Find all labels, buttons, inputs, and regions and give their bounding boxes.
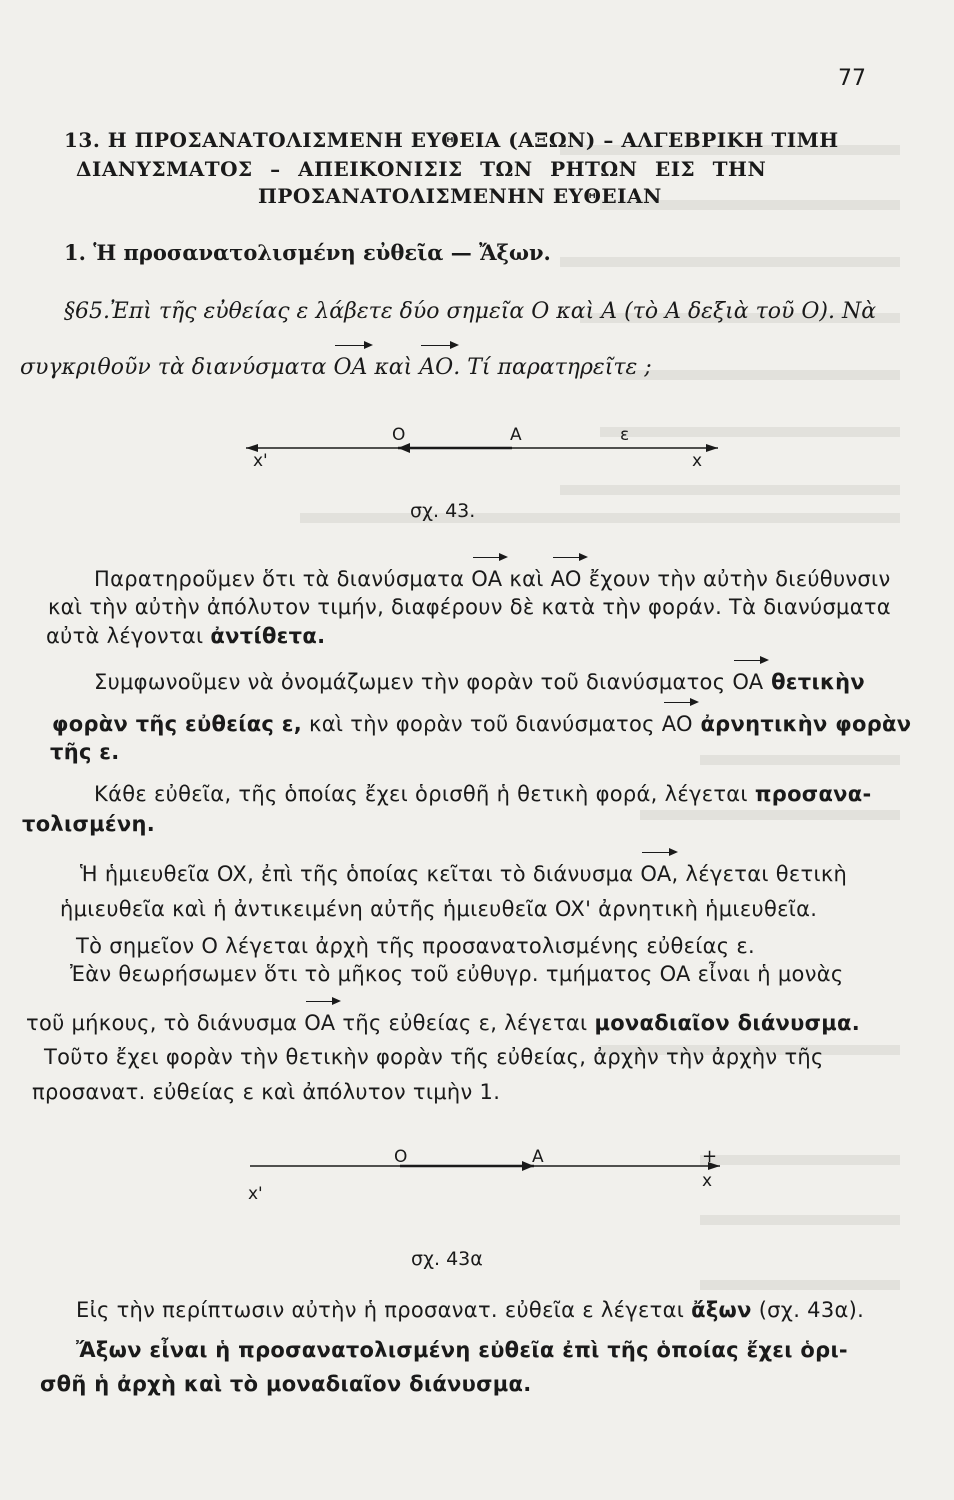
figure-43-line-label: ε: [620, 425, 630, 445]
term-positive-direction: φορὰν τῆς εὐθείας ε,: [52, 712, 303, 736]
exercise-line-1: §65.Ἐπὶ τῆς εὐθείας ε λάβετε δύο σημεῖα O καὶ A (τὸ A δεξιὰ τοῦ O). Νὰ: [64, 299, 877, 324]
figure-43a-right-end-label: x: [702, 1171, 713, 1191]
paragraph-text: Παρατηροῦμεν ὅτι τὰ διανύσματα: [94, 567, 472, 591]
paragraph-text: (σχ. 43α).: [751, 1298, 865, 1322]
subsection-title: 1. Ἡ προσανατολισμένη εὐθεῖα — Ἄξων.: [64, 240, 551, 265]
paragraph-4-line-2: ἡμιευθεῖα καὶ ἡ ἀντικειμένη αὐτῆς ἡμιευθεῖα OX' ἀρνητικὴ ἡμιευθεῖα.: [60, 897, 818, 921]
vector-OA: OA: [640, 862, 672, 886]
vector-AO: AO: [661, 712, 693, 736]
paragraph-3-line-2: τολισμένη.: [22, 812, 156, 836]
paragraph-5-line-1: [76, 1298, 864, 1322]
term-negative-direction: ἀρνητικὴν φορὰν: [692, 712, 912, 736]
figure-43a-point-A-label: A: [532, 1147, 544, 1167]
vector-OA: OA: [732, 670, 764, 694]
vector-AO: AO: [550, 567, 582, 591]
paragraph-4-line-3: Τὸ σημεῖον O λέγεται ἀρχὴ τῆς προσανατολισμένης εὐθείας ε.: [76, 934, 756, 958]
term-unit-vector: μοναδιαῖον διάνυσμα.: [594, 1011, 861, 1035]
paragraph-2-line-3: τῆς ε.: [50, 740, 120, 764]
vector-OA: OA: [304, 1011, 336, 1035]
figure-43a-caption: σχ. 43α: [411, 1248, 483, 1270]
figure-43-left-end-label: x': [253, 451, 268, 471]
term-positive: θετικὴν: [763, 670, 866, 694]
paragraph-text: ἔχουν τὴν αὐτὴν διεύθυνσιν: [581, 567, 891, 591]
section-heading-line-1: 13. Η ΠΡΟΣΑΝΑΤΟΛΙΣΜΕΝΗ ΕΥΘΕΙΑ (ΑΞΩΝ) – ΑΛΓΕΒΡΙΚΗ ΤΙΜΗ: [64, 128, 839, 152]
figure-43a-plus-sign: +: [702, 1146, 718, 1167]
figure-43-point-A-label: A: [510, 425, 522, 445]
paragraph-text: , λέγεται θετικὴ: [671, 862, 848, 886]
figure-43a-left-end-label: x': [248, 1184, 263, 1204]
vector-OA: OA: [471, 567, 503, 591]
page-number: 77: [838, 66, 866, 91]
section-heading-line-3: ΠΡΟΣΑΝΑΤΟΛΙΣΜΕΝΗΝ ΕΥΘΕΙΑΝ: [258, 184, 662, 208]
paragraph-text: καὶ τὴν φορὰν τοῦ διανύσματος: [302, 712, 662, 736]
paragraph-text: Κάθε εὐθεῖα, τῆς ὁποίας ἔχει ὁρισθῆ ἡ θετικὴ φορά, λέγεται: [94, 782, 755, 806]
section-heading-line-2: ΔΙΑΝΥΣΜΑΤΟΣ – ΑΠΕΙΚΟΝΙΣΙΣ ΤΩΝ ΡΗΤΩΝ ΕΙΣ ΤΗΝ: [76, 157, 767, 181]
exercise-text: συγκριθοῦν τὰ διανύσματα: [20, 355, 334, 380]
paragraph-4-line-7: προσανατ. εὐθείας ε καὶ ἀπόλυτον τιμὴν 1.: [32, 1080, 501, 1104]
paragraph-4-line-4: Ἐὰν θεωρήσωμεν ὅτι τὸ μῆκος τοῦ εὐθυγρ. τμήματος OA εἶναι ἡ μονὰς: [70, 962, 844, 986]
paragraph-text: Συμφωνοῦμεν νὰ ὀνομάζωμεν τὴν φορὰν τοῦ διανύσματος: [94, 670, 733, 694]
vector-OA: OA: [333, 355, 368, 380]
paragraph-text: τῆς εὐθείας ε, λέγεται: [335, 1011, 595, 1035]
exercise-text: . Τί παρατηρεῖτε ;: [453, 355, 652, 380]
term-axis: ἄξων: [691, 1298, 752, 1322]
exercise-text: καὶ: [367, 355, 420, 380]
figure-43-caption: σχ. 43.: [410, 500, 476, 522]
figure-43-right-end-label: x: [692, 451, 703, 471]
paragraph-5-line-3: σθῆ ἡ ἀρχὴ καὶ τὸ μοναδιαῖον διάνυσμα.: [40, 1372, 532, 1396]
paragraph-text: καὶ: [502, 567, 551, 591]
term-antitheta: ἀντίθετα.: [210, 624, 326, 648]
term-oriented: προσανα-: [754, 782, 872, 806]
paragraph-text: τοῦ μήκους, τὸ διάνυσμα: [26, 1011, 305, 1035]
paragraph-text: Ἡ ἡμιευθεῖα OX, ἐπὶ τῆς ὁποίας κεῖται τὸ διάνυσμα: [80, 862, 641, 886]
paragraph-text: Εἰς τὴν περίπτωσιν αὐτὴν ἡ προσανατ. εὐθεῖα ε λέγεται: [76, 1298, 692, 1322]
figure-43a-point-O-label: O: [394, 1147, 408, 1167]
vector-AO: AO: [419, 355, 454, 380]
paragraph-1-line-2: καὶ τὴν αὐτὴν ἀπόλυτον τιμήν, διαφέρουν δὲ κατὰ τὴν φοράν. Τὰ διανύσματα: [48, 595, 891, 619]
figure-43-point-O-label: O: [392, 425, 406, 445]
paragraph-text: αὐτὰ λέγονται: [46, 624, 211, 648]
paragraph-5-line-2: Ἄξων εἶναι ἡ προσανατολισμένη εὐθεῖα ἐπὶ τῆς ὁποίας ἔχει ὁρι-: [76, 1338, 848, 1362]
paragraph-4-line-6: Τοῦτο ἔχει φορὰν τὴν θετικὴν φορὰν τῆς εὐθείας, ἀρχὴν τὴν ἀρχὴν τῆς: [44, 1045, 824, 1069]
